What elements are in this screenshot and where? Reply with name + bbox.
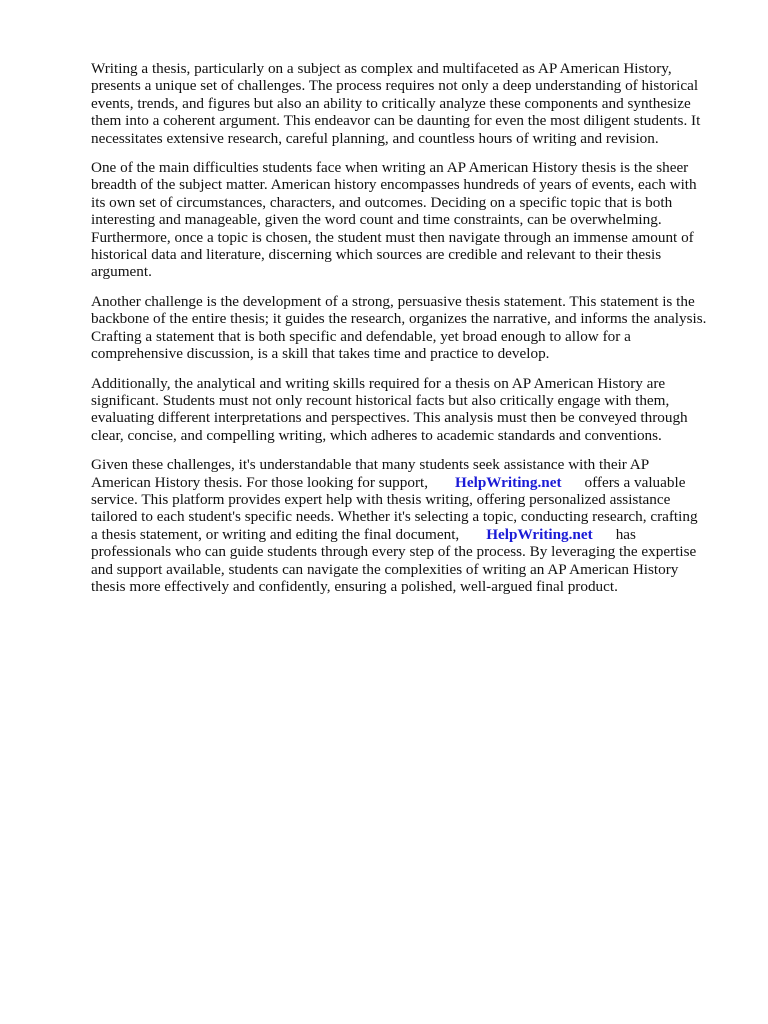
text-line: necessitates extensive research, careful planning, and countless hours of writing and revision.: [91, 129, 659, 147]
text-line-with-link: [91, 526, 731, 543]
text-line: clear, concise, and compelling writing, which adheres to academic standards and conventions.: [91, 426, 662, 444]
text-segment: has: [615, 525, 636, 543]
text-line: them into a coherent argument. This endeavor can be daunting for even the most diligent students. It: [91, 112, 701, 130]
text-line: comprehensive discussion, is a skill that takes time and practice to develop.: [91, 345, 550, 363]
text-line: presents a unique set of challenges. The process requires not only a deep understanding of historical: [91, 77, 699, 95]
text-line: backbone of the entire thesis; it guides the research, organizes the narrative, and informs the analysis.: [91, 310, 707, 328]
text-line-with-link: [91, 474, 731, 491]
text-segment: American History thesis. For those looking for support,: [91, 473, 429, 491]
text-line: interesting and manageable, given the word count and time constraints, can be overwhelming.: [91, 211, 662, 229]
text-line: Another challenge is the development of a strong, persuasive thesis statement. This statement is the: [91, 292, 695, 310]
text-line: breadth of the subject matter. American history encompasses hundreds of years of events, each with: [91, 176, 697, 194]
text-line: historical data and literature, discerning which sources are credible and relevant to their thesis: [91, 246, 662, 264]
text-line: argument.: [91, 263, 152, 281]
text-line: thesis more effectively and confidently, ensuring a polished, well-argued final product.: [91, 577, 618, 595]
text-line: Furthermore, once a topic is chosen, the student must then navigate through an immense amount of: [91, 228, 694, 246]
paragraph-intro: [91, 60, 731, 147]
text-segment: offers a valuable: [584, 473, 686, 491]
text-line: Given these challenges, it's understandable that many students seek assistance with their AP: [91, 456, 650, 474]
text-line: evaluating different interpretations and perspectives. This analysis must then be conveyed through: [91, 409, 688, 427]
helpwriting-link[interactable]: HelpWriting.net: [455, 473, 562, 491]
text-line: service. This platform provides expert help with thesis writing, offering personalized assistance: [91, 490, 671, 508]
paragraph-assistance: [91, 456, 731, 595]
text-line: Crafting a statement that is both specific and defendable, yet broad enough to allow for a: [91, 327, 631, 345]
helpwriting-link[interactable]: HelpWriting.net: [486, 525, 593, 543]
text-segment: a thesis statement, or writing and editing the final document,: [91, 525, 460, 543]
text-line: its own set of circumstances, characters, and outcomes. Deciding on a specific topic that is both: [91, 193, 673, 211]
paragraph-thesis-statement: [91, 293, 731, 363]
text-line: One of the main difficulties students face when writing an AP American History thesis is the sheer: [91, 159, 689, 177]
text-line: tailored to each student's specific needs. Whether it's selecting a topic, conducting research, crafting: [91, 508, 698, 526]
text-line: events, trends, and figures but also an ability to critically analyze these components and synthesize: [91, 94, 691, 112]
text-line: and support available, students can navigate the complexities of writing an AP American History: [91, 560, 679, 578]
text-line: Writing a thesis, particularly on a subject as complex and multifaceted as AP American History,: [91, 60, 672, 77]
paragraph-skills: [91, 375, 731, 445]
document-body: [91, 60, 731, 607]
text-line: professionals who can guide students through every step of the process. By leveraging the expertise: [91, 543, 697, 561]
paragraph-difficulties: [91, 159, 731, 281]
text-line: significant. Students must not only recount historical facts but also critically engage with them,: [91, 391, 670, 409]
text-line: Additionally, the analytical and writing skills required for a thesis on AP American History are: [91, 374, 666, 392]
